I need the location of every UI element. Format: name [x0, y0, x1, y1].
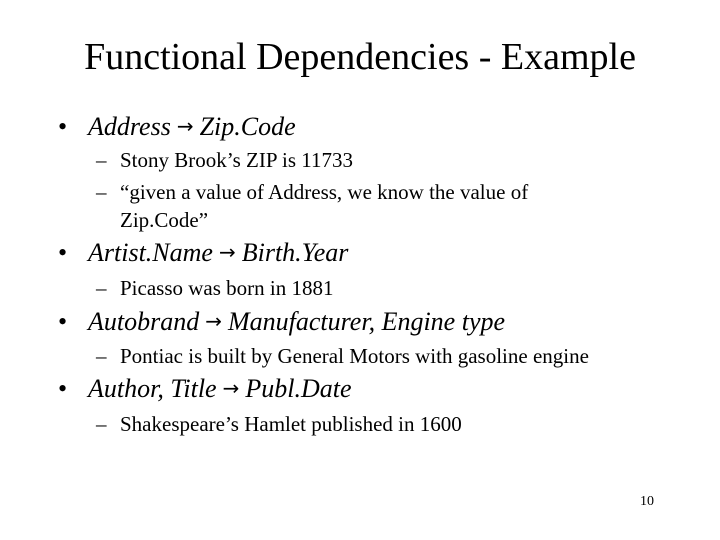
- note-text: Picasso was born in 1881: [120, 276, 334, 300]
- bullet-dot: •: [58, 307, 68, 336]
- page-number: 10: [640, 494, 654, 509]
- example-note: [96, 409, 462, 439]
- dependency-rhs: Birth.Year: [241, 238, 349, 267]
- dash-marker: –: [96, 148, 107, 172]
- dash-marker: –: [96, 412, 107, 436]
- dependency-rhs: Publ.Date: [245, 374, 352, 403]
- right-arrow-icon: →: [218, 240, 236, 264]
- dependency-bullet-address: [58, 112, 296, 143]
- bullet-dot: •: [58, 238, 68, 267]
- dependency-bullet-author: [58, 374, 352, 405]
- note-text: Stony Brook’s ZIP is 11733: [120, 148, 353, 172]
- dependency-lhs: Author, Title: [88, 374, 217, 403]
- note-text: “given a value of Address, we know the value of: [120, 180, 529, 204]
- dependency-lhs: Autobrand: [88, 307, 200, 336]
- bullet-dot: •: [58, 112, 68, 141]
- dependency-lhs: Artist.Name: [88, 238, 213, 267]
- dependency-bullet-artist: [58, 238, 348, 269]
- dependency-rhs: Manufacturer, Engine type: [228, 307, 506, 336]
- bullet-dot: •: [58, 374, 68, 403]
- dash-marker: –: [96, 276, 107, 300]
- dependency-rhs: Zip.Code: [199, 112, 296, 141]
- example-note: [96, 145, 353, 175]
- dash-marker: –: [96, 180, 107, 204]
- right-arrow-icon: →: [176, 114, 194, 138]
- right-arrow-icon: →: [205, 309, 222, 333]
- dash-marker: –: [96, 344, 107, 368]
- dependency-lhs: Address: [88, 112, 171, 141]
- slide-title: Functional Dependencies - Example: [84, 36, 636, 78]
- note-text-continuation: Zip.Code”: [120, 208, 209, 232]
- note-text: Pontiac is built by General Motors with gasoline engine: [120, 344, 589, 368]
- note-text: Shakespeare’s Hamlet published in 1600: [120, 412, 462, 436]
- dependency-bullet-autobrand: [58, 307, 505, 338]
- example-note: [96, 273, 334, 303]
- right-arrow-icon: →: [222, 376, 240, 400]
- example-note: [96, 341, 589, 371]
- example-note: [96, 177, 528, 235]
